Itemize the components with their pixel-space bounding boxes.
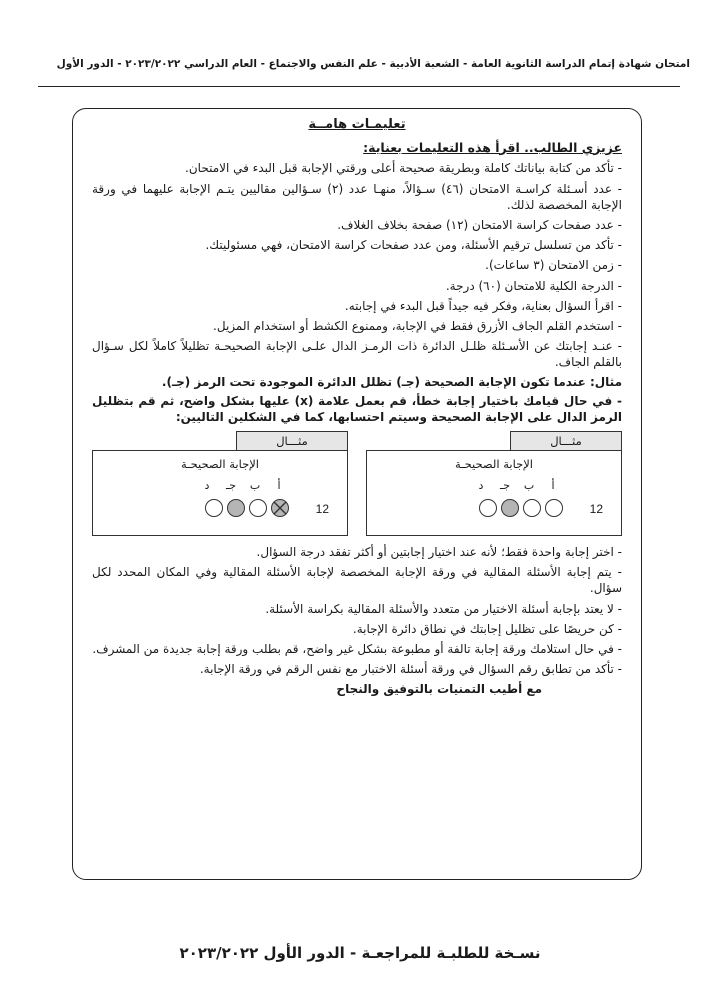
instruction-item: - استخدم القلم الجاف الأزرق فقط في الإجابة، وممنوع الكشط أو استخدام المزيل. [213,318,622,333]
answer-bubbles [205,499,289,517]
answer-bubble [545,499,563,517]
choice-letter: أ [277,479,281,493]
choice-letter: د [204,479,210,493]
choice-letter: جـ [499,479,511,493]
instruction-item: - يتم إجابة الأسئلة المقالية في ورقة الإجابة المخصصة لإجابة الأسئلة المقالية وفي المكان المحدد لكل سؤال. [92,565,622,596]
choice-letter: ب [249,479,261,493]
instruction-item: - كن حريصًا على تظليل إجابتك في نطاق دائرة الإجابة. [352,621,622,636]
answer-bubble [249,499,267,517]
instruction-item: - في حال استلامك ورقة إجابة تالفة أو مطبوعة بشكل غير واضح، قم بطلب ورقة إجابة جديدة من المشرف. [92,641,622,656]
answer-bubble [271,499,289,517]
example-body [92,450,348,536]
choice-letters [199,479,287,494]
correct-answer-label: الإجابة الصحيحـة [181,457,259,472]
choice-letter: جـ [225,479,237,493]
wrong-answer-note: - في حال قيامك باختيار إجابة خطأ، قم بعمل علامة (x) عليها بشكل واضح، ثم قم بتظليل الرمز الدال على الإجابة الصحيحة وسيتم احتسابها، كما في الشكلين التاليين: [92,393,622,424]
choice-letters [473,479,561,494]
instructions-intro: عزيزي الطالب.. اقرأ هذه التعليمات بعناية: [363,139,622,155]
example-cards [92,431,622,536]
instruction-item: - عدد أسـئلة كراسـة الامتحان (٤٦) سـؤالاً، منهـا عدد (٢) سـؤالين مقاليين يتـم الإجابة عليهما في ورقة الإجابة المخصصة لذلك. [92,181,622,212]
question-number: 12 [315,502,329,517]
example-tab: مثـــال [510,431,622,450]
example-heading: مثال: عندما تكون الإجابة الصحيحة (جـ) تظلل الدائرة الموجودة تحت الرمز (جـ). [161,375,622,390]
closing-wishes: مع أطيب التمنيات بالتوفيق والنجاح [336,682,542,697]
cross-mark-icon [272,500,288,516]
choice-letter: د [478,479,484,493]
instruction-item: - اقرأ السؤال بعناية، وفكر فيه جيداً قبل البدء في إجابته. [344,298,622,313]
example-card-correct [366,431,622,536]
instruction-item: - زمن الامتحان (٣ ساعات). [485,258,622,273]
instruction-item: - تأكد من تطابق رقم السؤال في ورقة أسئلة الاختبار مع نفس الرقم في ورقة الإجابة. [199,662,622,677]
instruction-item: - عنـد إجابتك عن الأسـئلة ظلـل الدائرة ذات الرمـز الدال علـى الإجابة الصحيحـة تظليلاً كاملاً لكل سـؤال بالقلم الجاف. [92,339,622,370]
instruction-item: - تأكد من تسلسل ترقيم الأسئلة، ومن عدد صفحات كراسة الامتحان، فهي مسئوليتك. [205,238,622,253]
answer-bubble [523,499,541,517]
choice-letter: أ [551,479,555,493]
question-number: 12 [589,502,603,517]
answer-bubble [479,499,497,517]
answer-bubbles [479,499,563,517]
exam-header: امتحان شهادة إتمام الدراسة الثانوية العامة - الشعبة الأدبية - علم النفس والاجتماع - العام الدراسي ٢٠٢٣/٢٠٢٢ - الدور الأول [56,58,690,70]
review-copy-footer: نسـخة للطلبـة للمراجعـة - الدور الأول ٢٠٢٣/٢٠٢٢ [179,944,541,962]
instruction-item: - عدد صفحات كراسة الامتحان (١٢) صفحة بخلاف الغلاف. [337,217,622,232]
instruction-item: - تأكد من كتابة بياناتك كاملة وبطريقة صحيحة أعلى ورقتي الإجابة قبل البدء في الامتحان. [185,161,622,176]
header-divider [38,86,680,87]
instruction-item: - لا يعتد بإجابة أسئلة الاختيار من متعدد والأسئلة المقالية بكراسة الأسئلة. [265,601,622,616]
answer-bubble [501,499,519,517]
instructions-content [92,116,622,698]
example-body [366,450,622,536]
answer-bubble [205,499,223,517]
correct-answer-label: الإجابة الصحيحـة [455,457,533,472]
example-card-corrected [92,431,348,536]
instructions-title: تعليمـات هامــة [308,117,406,132]
choice-letter: ب [523,479,535,493]
instruction-item: - الدرجة الكلية للامتحان (٦٠) درجة. [445,278,622,293]
answer-bubble [227,499,245,517]
example-tab: مثـــال [236,431,348,450]
instruction-item: - اختر إجابة واحدة فقط؛ لأنه عند اختيار إجابتين أو أكثر تفقد درجة السؤال. [256,545,622,560]
